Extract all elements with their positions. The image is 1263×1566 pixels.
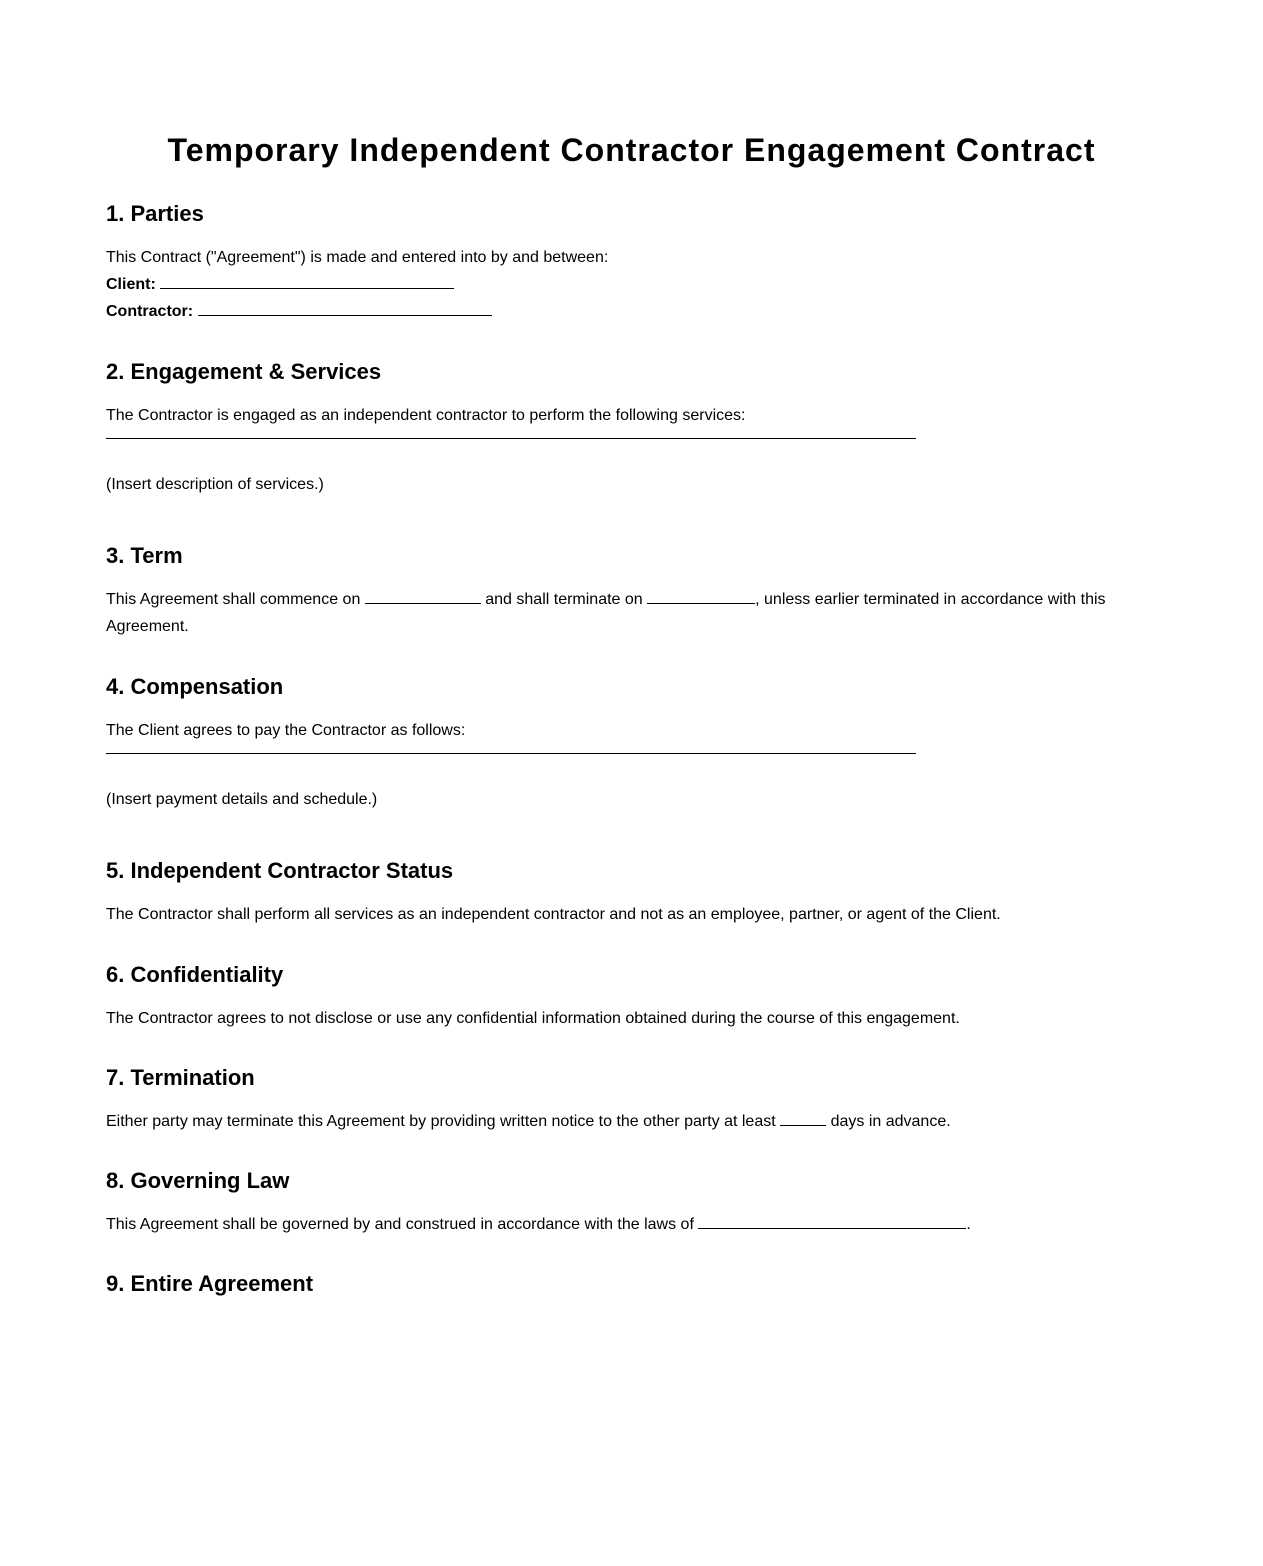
section-text (106, 586, 1157, 640)
section-termination (106, 1064, 1157, 1135)
section-heading: 3. Term (106, 543, 183, 568)
section-heading: 5. Independent Contractor Status (106, 858, 454, 883)
section-confidentiality (106, 961, 1157, 1032)
section-text: The Contractor agrees to not disclose or use any confidential information obtained during the course of this engagement. (106, 1010, 960, 1027)
termination-text-a: Either party may terminate this Agreement by providing written notice to the other party at least (106, 1113, 776, 1130)
section-heading: 1. Parties (106, 201, 204, 226)
end-date-blank[interactable] (647, 589, 755, 604)
section-text: The Contractor shall perform all services as an independent contractor and not as an employee, partner, or agent of the Client. (106, 906, 1001, 923)
section-heading: 4. Compensation (106, 674, 284, 699)
section-text: The Client agrees to pay the Contractor as follows: (106, 722, 466, 739)
start-date-blank[interactable] (365, 589, 481, 604)
contractor-field (106, 298, 1157, 325)
notice-days-blank[interactable] (780, 1111, 826, 1126)
section-heading: 8. Governing Law (106, 1168, 290, 1193)
section-note: (Insert description of services.) (106, 476, 324, 493)
jurisdiction-blank[interactable] (698, 1214, 966, 1229)
contractor-blank[interactable] (198, 301, 492, 316)
term-text-b: and shall terminate on (485, 591, 643, 608)
section-heading: 2. Engagement & Services (106, 359, 382, 384)
contractor-label: Contractor: (106, 303, 194, 320)
section-engagement (106, 358, 1157, 498)
document-title: Temporary Independent Contractor Engagement Contract (167, 132, 1096, 168)
section-heading: 9. Entire Agreement (106, 1271, 314, 1296)
section-compensation (106, 673, 1157, 813)
section-heading: 6. Confidentiality (106, 962, 284, 987)
section-status (106, 857, 1157, 928)
law-text-b: . (966, 1216, 971, 1233)
payment-blank[interactable] (106, 752, 916, 754)
section-term (106, 542, 1157, 640)
section-governing-law (106, 1167, 1157, 1238)
section-text (106, 1108, 1157, 1135)
section-entire-agreement (106, 1270, 1157, 1298)
section-heading: 7. Termination (106, 1065, 255, 1090)
client-label: Client: (106, 276, 156, 293)
section-text: This Contract ("Agreement") is made and entered into by and between: (106, 249, 609, 266)
client-field (106, 271, 1157, 298)
law-text-a: This Agreement shall be governed by and construed in accordance with the laws of (106, 1216, 694, 1233)
services-blank[interactable] (106, 437, 916, 439)
termination-text-b: days in advance. (830, 1113, 951, 1130)
section-note: (Insert payment details and schedule.) (106, 791, 378, 808)
section-parties (106, 200, 1157, 325)
client-blank[interactable] (160, 274, 454, 289)
term-text-c: , unless earlier terminated in accordance with this Agreement. (106, 591, 1106, 635)
section-text: The Contractor is engaged as an independent contractor to perform the following services: (106, 407, 746, 424)
term-text-a: This Agreement shall commence on (106, 591, 361, 608)
section-text (106, 1211, 1157, 1238)
